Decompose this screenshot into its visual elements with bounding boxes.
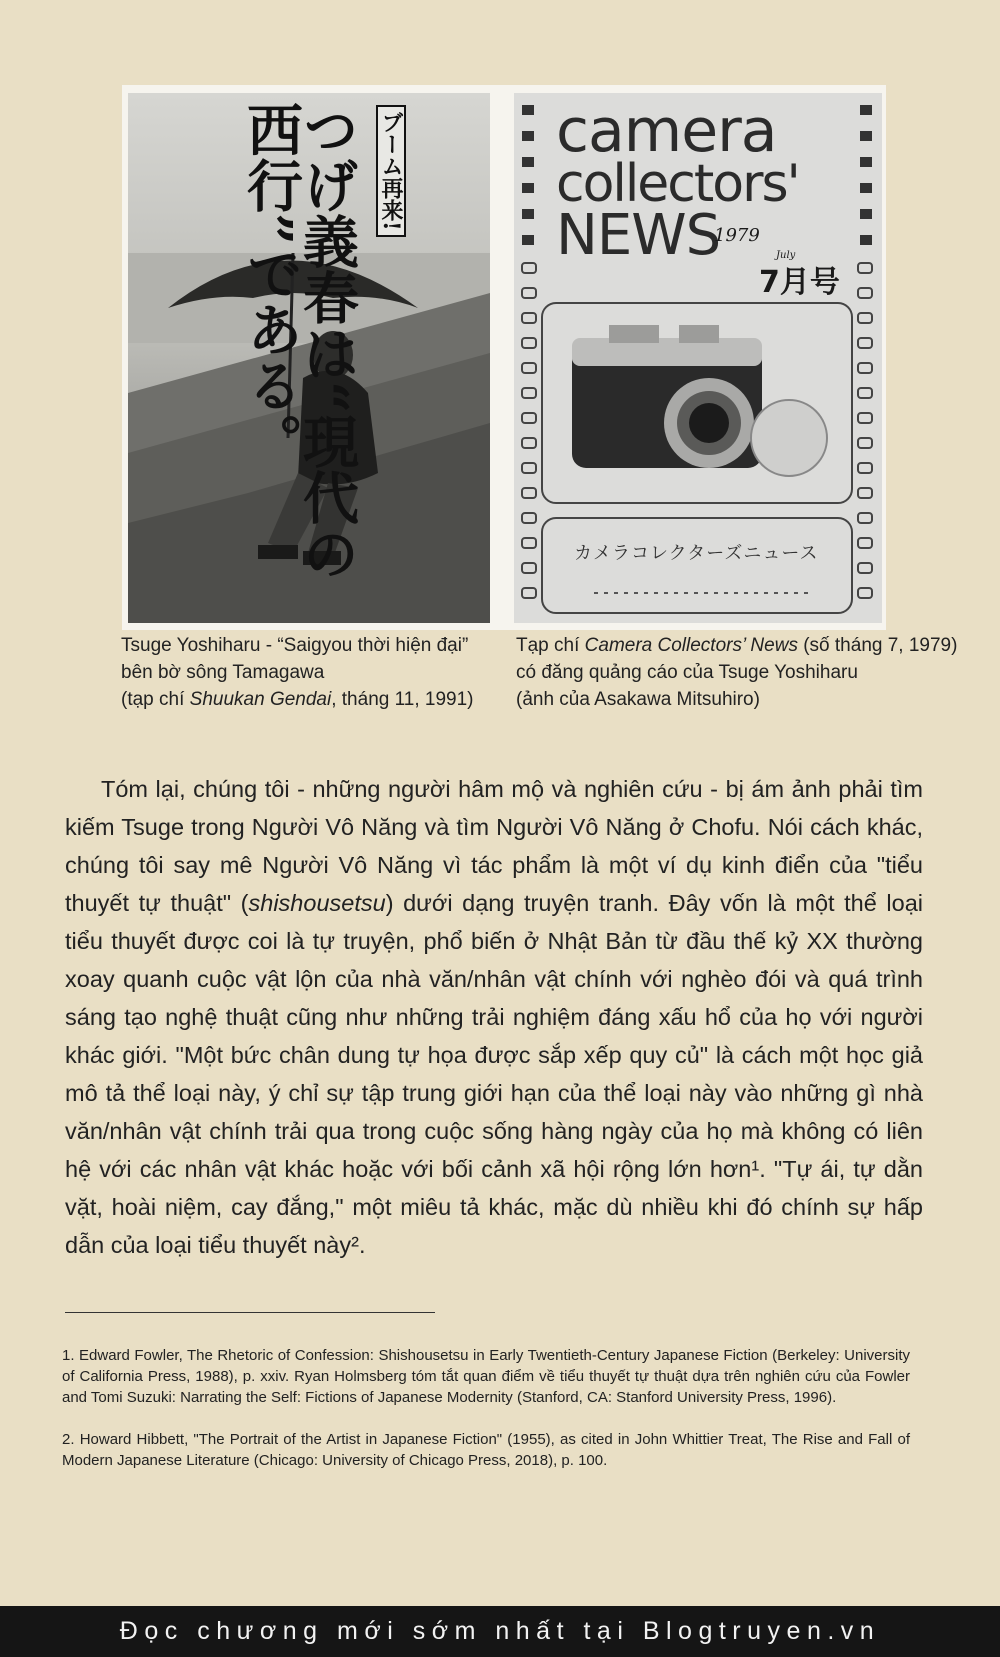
body-paragraph bbox=[65, 770, 923, 1264]
magazine-month: July bbox=[776, 250, 796, 261]
figures-panel bbox=[122, 85, 886, 630]
caption-right-line1-em: Camera Collectors’ News bbox=[584, 635, 798, 656]
caption-right-line1-post: (số tháng 7, 1979) bbox=[797, 635, 958, 656]
masthead-camera: camera bbox=[556, 96, 777, 166]
magazine-year: 1979 bbox=[714, 225, 760, 246]
caption-right-line3: (ảnh của Asakawa Mitsuhiro) bbox=[516, 689, 760, 710]
footnote-divider bbox=[65, 1312, 435, 1313]
footer-text: Đọc chương mới sớm nhất tại Blogtruyen.vn bbox=[119, 1617, 881, 1645]
photo-tsuge-umbrella bbox=[128, 93, 490, 623]
caption-right bbox=[516, 632, 957, 713]
magazine-masthead bbox=[556, 96, 799, 269]
body-text-emphasis: shishousetsu bbox=[248, 890, 386, 916]
caption-right-line2: có đăng quảng cáo của Tsuge Yoshiharu bbox=[516, 662, 858, 683]
footer-banner bbox=[0, 1606, 1000, 1657]
caption-left-line2: bên bờ sông Tamagawa bbox=[121, 662, 325, 683]
caption-left-line3-pre: (tạp chí bbox=[121, 689, 190, 710]
cover-box-label: ブーム再来! bbox=[376, 105, 406, 237]
footnotes bbox=[62, 1345, 910, 1492]
body-text-part2: ) dưới dạng truyện tranh. Đây vốn là một thể loại tiểu thuyết được coi là tự truyện, phổ biến ở Nhật Bản từ đầu thế kỷ XX thường xoay quanh cuộc vật lộn của nhà văn/nhân vật chính với nghèo đói và quá trình sáng tạo nghệ thuật cũng như những trải nghiệm đáng xấu hổ của họ với người khác giới. "Một bức chân dung tự họa được sắp xếp quy củ" là cách một học giả mô tả thể loại này, ý chỉ sự tập trung giới hạn của thể loại này vào những gì nhà văn/nhân vật chính trải qua trong cuộc sống hàng ngày của họ mà không có liên hệ với các nhân vật khác hoặc với bối cảnh xã hội rộng lớn hơn¹. "Tự ái, tự dằn vặt, hoài niệm, cay đắng," một miêu tả khác, mặc dù nhiều khi đó chính sự hấp dẫn của loại tiểu thuyết này². bbox=[65, 890, 923, 1258]
caption-left-line3-em: Shuukan Gendai bbox=[189, 689, 332, 710]
magazine-issue: 7月号 bbox=[759, 265, 840, 300]
caption-right-line1-pre: Tạp chí bbox=[516, 635, 585, 656]
magazine-katakana-title: カメラコレクターズニュース bbox=[574, 543, 819, 564]
body-text-part1: Tóm lại, chúng tôi - những người hâm mộ và nghiên cứu - bị ám ảnh phải tìm kiếm Tsuge trong Người Vô Năng và tìm Người Vô Năng ở Chofu. Nói cách khác, chúng tôi say mê Người Vô Năng vì tác phẩm là một ví dụ kinh điển của "tiểu thuyết tự thuật" ( bbox=[65, 776, 923, 916]
photo-camera-collectors-news bbox=[514, 93, 882, 623]
caption-left-line1: Tsuge Yoshiharu - “Saigyou thời hiện đại” bbox=[121, 635, 469, 656]
caption-left-line3 bbox=[121, 686, 473, 713]
body-paragraph-text bbox=[65, 770, 923, 1264]
caption-right-line1 bbox=[516, 632, 957, 659]
masthead-news: NEWS bbox=[556, 203, 721, 269]
cover-headline: つげ義春は“現代の西行”である。 bbox=[238, 101, 360, 582]
footnote-1: 1. Edward Fowler, The Rhetoric of Confession: Shishousetsu in Early Twentieth-Century Japanese Fiction (Berkeley: University of California Press, 1988), p. xxiv. Ryan Holmsberg tóm tắt quan điểm về tiểu thuyết tự thuật dựa trên nghiên cứu của Fowler and Tomi Suzuki: Narrating the Self: Fictions of Japanese Modernity (Stanford, CA: Stanford University Press, 1996). bbox=[62, 1347, 910, 1406]
footnote-2: 2. Howard Hibbett, "The Portrait of the Artist in Japanese Fiction" (1955), as cited in John Whittier Treat, The Rise and Fall of Modern Japanese Literature (Chicago: University of Chicago Press, 2018), p. 100. bbox=[62, 1431, 910, 1469]
masthead-collectors: collectors' bbox=[556, 154, 799, 214]
caption-left-line3-post: , tháng 11, 1991) bbox=[331, 689, 474, 710]
caption-left bbox=[121, 632, 473, 713]
